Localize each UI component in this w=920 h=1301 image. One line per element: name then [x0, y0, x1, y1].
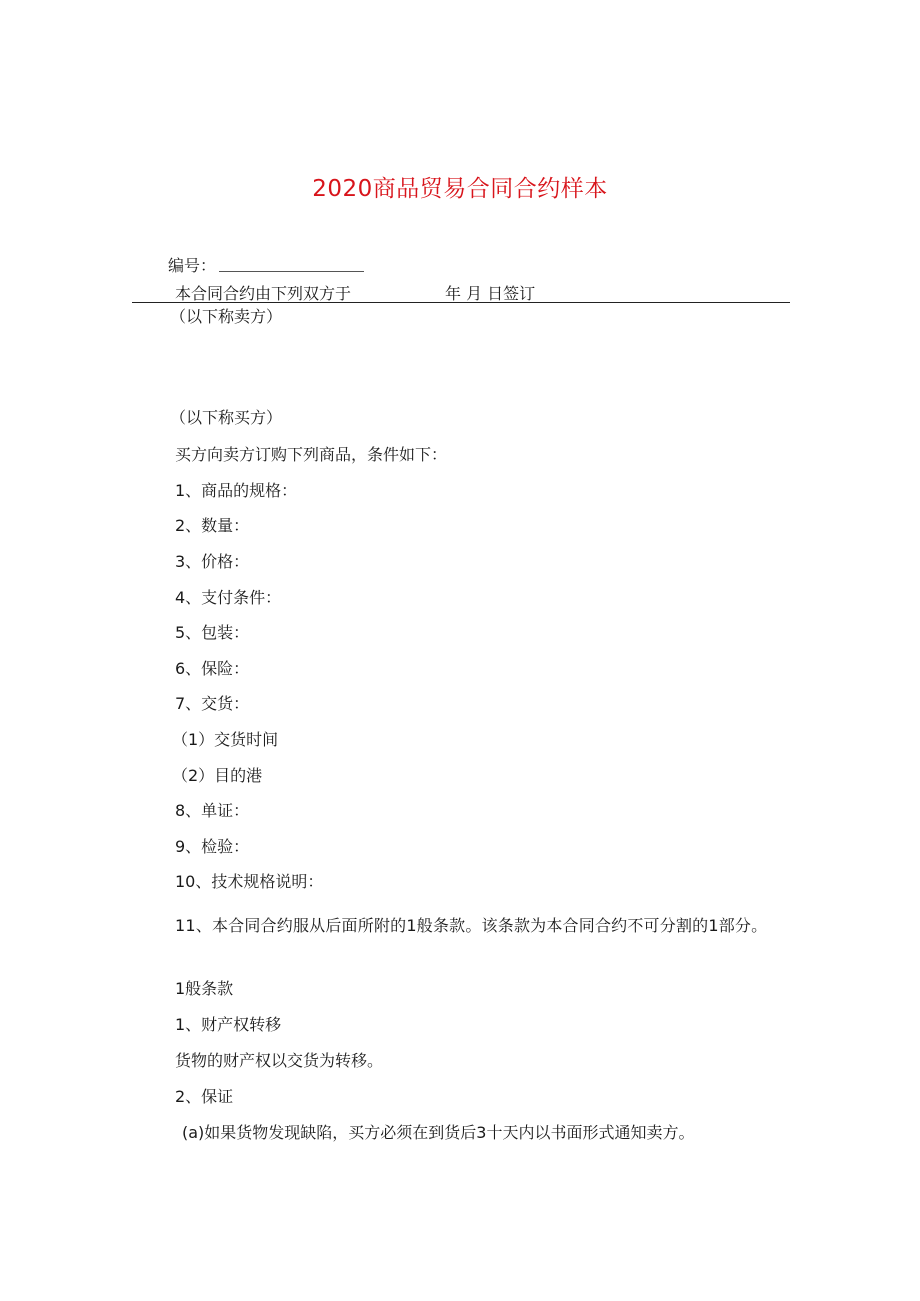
list-item: 8、单证： — [175, 801, 250, 820]
warranty-clause-a: (a)如果货物发现缺陷，买方必须在到货后3十天内以书面形式通知卖方。 — [182, 1123, 695, 1142]
general-terms-heading: 1般条款 — [175, 979, 234, 998]
buyer-label: （以下称买方） — [170, 408, 283, 427]
title-transfer-text: 货物的财产权以交货为转移。 — [175, 1051, 384, 1070]
delivery-sub-item: （1）交货时间 — [172, 730, 279, 749]
list-item: 9、检验： — [175, 837, 250, 856]
header-rule — [132, 302, 790, 303]
contract-number-blank — [219, 271, 364, 272]
warranty-heading: 2、保证 — [175, 1087, 234, 1106]
intro-text: 买方向卖方订购下列商品，条件如下： — [175, 445, 448, 464]
list-item: 6、保险： — [175, 659, 250, 678]
signing-line-left: 本合同合约由下列双方于 — [175, 284, 352, 303]
seller-label: （以下称卖方） — [170, 307, 283, 326]
delivery-sub-item: （2）目的港 — [172, 766, 263, 785]
signing-line-right: 年 月 日签订 — [445, 284, 536, 303]
list-item: 4、支付条件： — [175, 588, 282, 607]
document-title: 2020商品贸易合同合约样本 — [312, 176, 608, 202]
list-item: 5、包装： — [175, 623, 250, 642]
list-item: 10、技术规格说明： — [175, 872, 324, 891]
list-item: 7、交货： — [175, 694, 250, 713]
title-transfer-heading: 1、财产权转移 — [175, 1015, 282, 1034]
list-item: 1、商品的规格： — [175, 481, 298, 500]
clause-11: 11、本合同合约服从后面所附的1般条款。该条款为本合同合约不可分割的1部分。 — [175, 916, 768, 935]
list-item: 2、数量： — [175, 516, 250, 535]
list-item: 3、价格： — [175, 552, 250, 571]
contract-number-label: 编号： — [168, 256, 217, 275]
